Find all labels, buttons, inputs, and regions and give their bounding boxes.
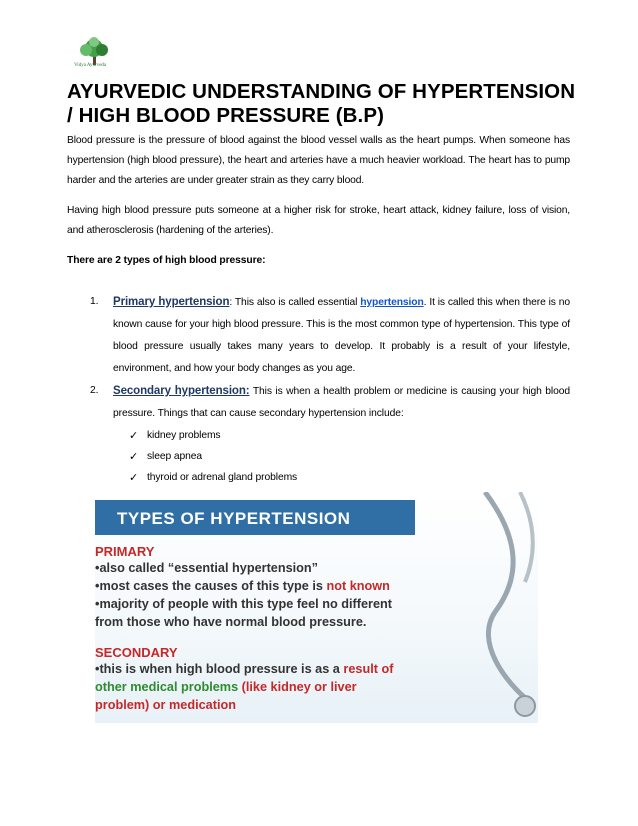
hypertension-link[interactable]: hypertension	[360, 297, 424, 308]
primary-hypertension-term: Primary hypertension	[113, 296, 230, 308]
secondary-label: SECONDARY	[95, 645, 178, 660]
list-number: 1.	[90, 296, 99, 307]
secondary-hypertension-term: Secondary hypertension:	[113, 385, 250, 397]
list-number: 2.	[90, 385, 99, 396]
cause-item	[129, 446, 570, 467]
cause-label: thyroid or adrenal gland problems	[147, 472, 298, 483]
secondary-causes-list	[113, 425, 570, 488]
logo-text: Vidya Ayurveda	[74, 63, 107, 68]
secondary-line	[95, 678, 495, 696]
checkmark-icon: ✓	[129, 450, 139, 463]
not-known-highlight: not known	[326, 579, 390, 593]
cause-item	[129, 467, 570, 488]
term-colon: :	[229, 297, 233, 308]
checkmark-icon: ✓	[129, 471, 139, 484]
infographic-title: TYPES OF HYPERTENSION	[117, 509, 351, 528]
checkmark-icon: ✓	[129, 429, 139, 442]
secondary-line	[95, 660, 495, 678]
types-heading: There are 2 types of high blood pressure:	[67, 255, 266, 266]
primary-pre-link-text: This also is called essential	[232, 297, 361, 308]
cause-label: kidney problems	[147, 430, 221, 441]
cause-label: sleep apnea	[147, 451, 203, 462]
list-item-primary	[90, 291, 570, 380]
infographic-header-band	[95, 500, 415, 535]
primary-line: from those who have normal blood pressure.	[95, 615, 367, 629]
primary-line: •also called “essential hypertension”	[95, 561, 319, 575]
list-item-secondary	[90, 380, 570, 488]
page-title: AYURVEDIC UNDERSTANDING OF HYPERTENSION / HIGH BLOOD PRESSURE (B.P)	[67, 80, 576, 127]
primary-label: PRIMARY	[95, 544, 155, 559]
cause-item	[129, 425, 570, 446]
secondary-line-text: •this is when high blood pressure is as a	[95, 662, 344, 676]
primary-line	[95, 577, 495, 595]
intro-paragraph: Blood pressure is the pressure of blood against the blood vessel walls as the heart pumps. When someone has hypertension (high blood pressure), the heart and arteries have a much heavier workload. The heart has to pump harder and the arteries are under greater strain as they carry blood.	[67, 135, 570, 186]
primary-line: •majority of people with this type feel no different	[95, 597, 392, 611]
other-medical-problems-highlight: other medical problems	[95, 680, 239, 694]
primary-line-text: •most cases the causes of this type is	[95, 579, 327, 593]
risk-paragraph: Having high blood pressure puts someone at a higher risk for stroke, heart attack, kidney failure, loss of vision, and atherosclerosis (hardening of the arteries).	[67, 205, 570, 236]
kidney-liver-highlight: (like kidney or liver	[238, 680, 357, 694]
secondary-description: This is when a health problem or medicine is causing your high blood pressure. Things that can cause secondary hypertension include:	[113, 386, 570, 419]
result-of-highlight: result of	[343, 662, 394, 676]
secondary-line: problem) or medication	[95, 698, 236, 712]
tree-logo-icon	[74, 36, 118, 76]
types-of-hypertension-infographic	[95, 492, 538, 723]
infographic-body	[95, 544, 495, 714]
hypertension-types-list	[90, 291, 570, 488]
primary-description: . It is called this when there is no known cause for your high blood pressure. This is the most common type of hypertension. This type of blood pressure usually takes many years to develop. It probably is a result of your lifestyle, environment, and how your body changes as you age.	[113, 297, 570, 374]
